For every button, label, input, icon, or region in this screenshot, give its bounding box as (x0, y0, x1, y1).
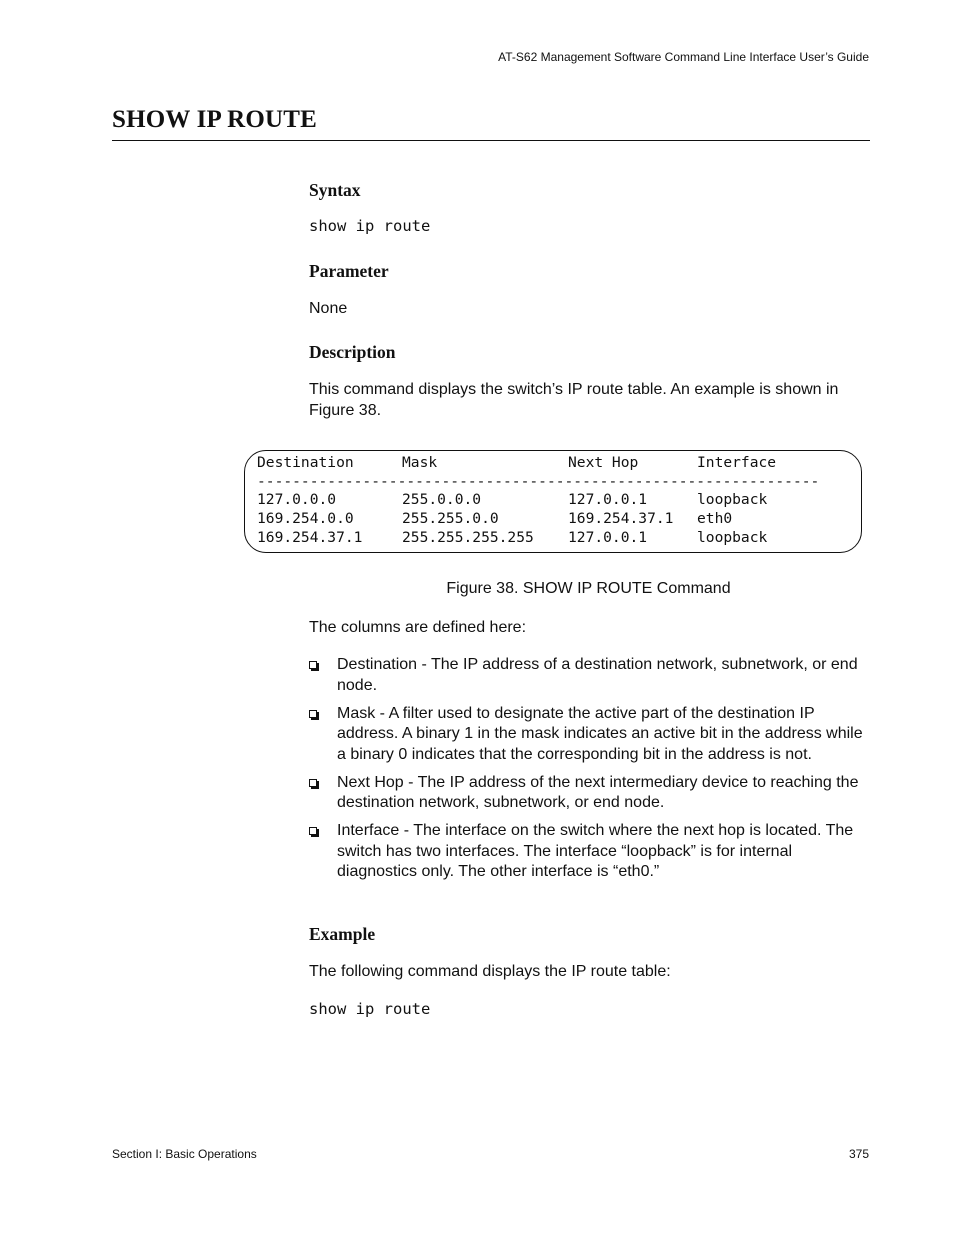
cell-mask: 255.0.0.0 (402, 491, 482, 509)
list-item (309, 704, 869, 766)
list-item (309, 655, 869, 696)
syntax-command-block (309, 217, 869, 235)
definition-mask: Mask - A filter used to designate the active part of the destination IP address. A binary 1 in the mask indicates an active bit in the address while a binary 0 indicates that the corresponding bit in the address is not. (337, 704, 863, 763)
description-text: This command displays the switch’s IP route table. An example is shown in Figure 38. (309, 381, 839, 419)
cell-destination: 169.254.0.0 (257, 510, 354, 528)
definition-interface: Interface - The interface on the switch where the next hop is located. The switch has two interfaces. The interface “loopback” is for internal diagnostics only. The other interface is “eth0.” (337, 822, 854, 880)
cell-destination: 127.0.0.0 (257, 491, 337, 509)
column-header-next-hop: Next Hop (568, 454, 639, 471)
list-item (309, 773, 869, 814)
cell-mask: 255.255.255.255 (402, 528, 534, 546)
description-heading: Description (309, 342, 396, 362)
example-command-block (309, 1000, 869, 1018)
list-item (309, 821, 869, 883)
syntax-section (309, 180, 869, 201)
cell-interface: loopback (697, 491, 768, 509)
checkbox-bullet-icon (309, 827, 317, 835)
example-text-block (309, 962, 869, 983)
figure-caption: Figure 38. SHOW IP ROUTE Command (446, 580, 731, 597)
columns-intro: The columns are defined here: (309, 619, 527, 636)
cell-mask: 255.255.0.0 (402, 510, 499, 528)
table-separator: ---------------------------------------------------------------- (257, 472, 820, 490)
table-row (257, 491, 849, 510)
cell-next-hop: 169.254.37.1 (568, 510, 674, 528)
columns-intro-block (309, 618, 869, 639)
parameter-text: None (309, 300, 348, 317)
column-header-mask: Mask (402, 454, 438, 471)
syntax-command: show ip route (309, 217, 431, 235)
table-header-row (257, 454, 849, 473)
example-heading: Example (309, 924, 376, 944)
cell-interface: loopback (697, 528, 768, 546)
column-header-destination: Destination (257, 454, 354, 471)
table-row (257, 529, 849, 548)
cell-next-hop: 127.0.0.1 (568, 528, 648, 546)
example-section (309, 924, 869, 945)
footer-section-label: Section I: Basic Operations (112, 1147, 257, 1161)
running-header: AT-S62 Management Software Command Line Interface User’s Guide (498, 50, 869, 64)
table-row (257, 510, 849, 529)
cell-interface: eth0 (697, 510, 733, 528)
syntax-heading: Syntax (309, 180, 361, 200)
description-text-block (309, 380, 864, 421)
title-rule (112, 140, 870, 141)
definitions-list (309, 655, 869, 883)
column-header-interface: Interface (697, 454, 777, 471)
checkbox-bullet-icon (309, 661, 317, 669)
checkbox-bullet-icon (309, 710, 317, 718)
checkbox-bullet-icon (309, 779, 317, 787)
parameter-text-block (309, 299, 869, 320)
cell-next-hop: 127.0.0.1 (568, 491, 648, 509)
definition-next-hop: Next Hop - The IP address of the next intermediary device to reaching the destination network, subnetwork, or end node. (337, 773, 859, 811)
parameter-section (309, 261, 869, 282)
page-title: SHOW IP ROUTE (112, 106, 317, 133)
description-section (309, 342, 869, 363)
example-text: The following command displays the IP route table: (309, 963, 671, 980)
example-command: show ip route (309, 1000, 431, 1018)
footer-page-number: 375 (848, 1147, 869, 1161)
cell-destination: 169.254.37.1 (257, 528, 363, 546)
parameter-heading: Parameter (309, 261, 389, 281)
definition-destination: Destination - The IP address of a destination network, subnetwork, or end node. (337, 656, 858, 694)
route-table (257, 454, 849, 547)
